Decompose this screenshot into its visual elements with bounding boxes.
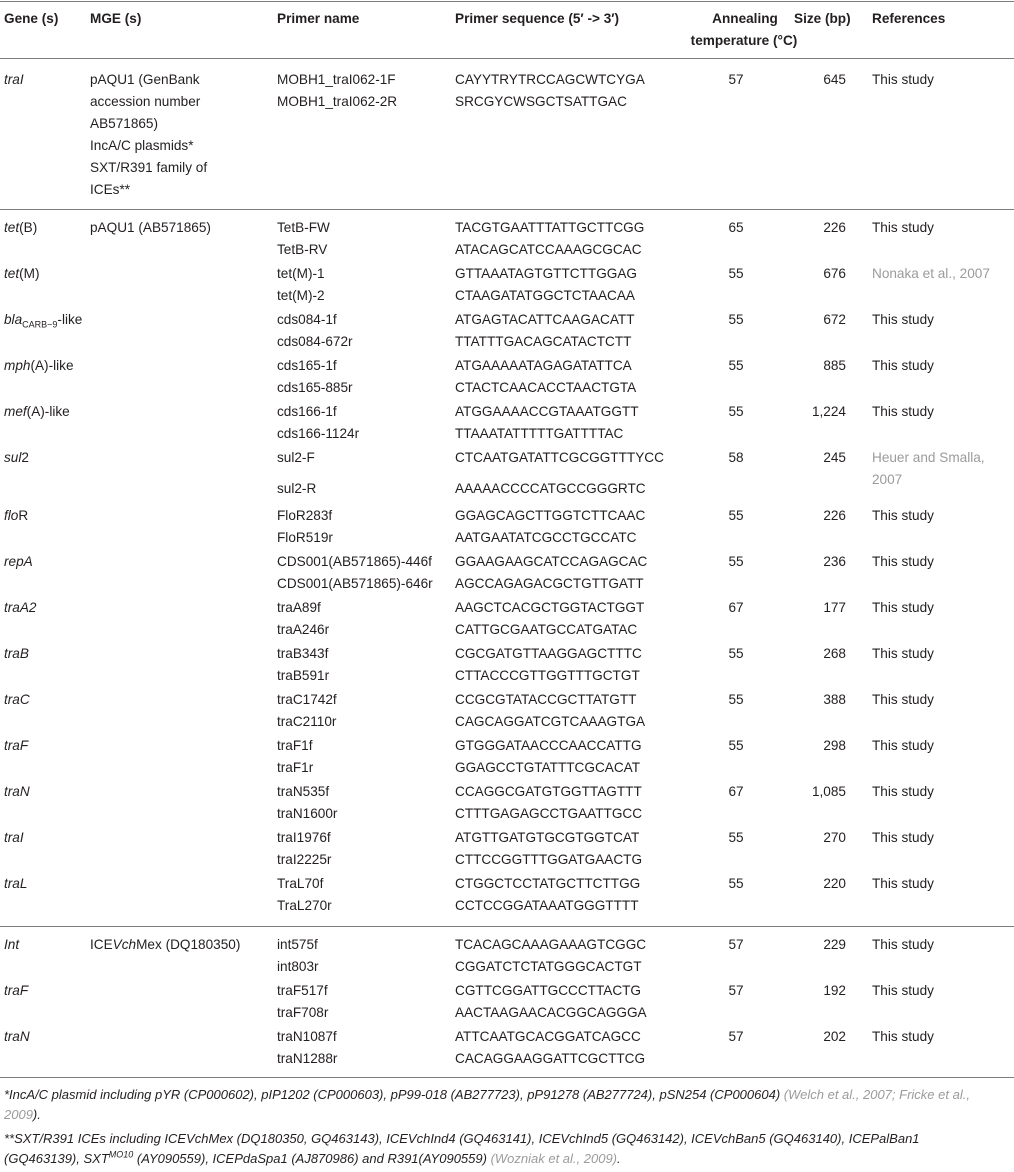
primer-name-reverse: traN1288r (277, 1051, 338, 1066)
primer-name-forward: FloR283f (277, 508, 333, 523)
gene-cell (4, 217, 37, 239)
primer-name-forward: cds166-1f (277, 404, 337, 419)
primer-name-forward: sul2-F (277, 450, 315, 465)
reference: This study (872, 692, 934, 707)
gene-cell (4, 263, 40, 285)
primer-name-reverse: int803r (277, 959, 319, 974)
gene-cell (4, 827, 24, 849)
primer-name-forward: traB343f (277, 646, 329, 661)
reference: This study (872, 72, 934, 87)
bottom-rule (0, 1077, 1014, 1078)
annealing-temp: 55 (728, 266, 744, 281)
annealing-temp: 57 (728, 983, 744, 998)
primer-sequence-reverse: AAAAACCCCATGCCGGGRTC (455, 481, 646, 496)
reference: This study (872, 937, 934, 952)
reference: This study (872, 554, 934, 569)
header-mge: MGE (s) (90, 11, 142, 26)
gene-name: tet (4, 266, 20, 281)
gene-name: traC (4, 692, 30, 707)
primer-sequence-forward: CGTTCGGATTGCCCTTACTG (455, 983, 642, 998)
footnote-1-citation: (Welch et al., 2007; Fricke et al., (783, 1087, 970, 1102)
gene-cell: traI (4, 72, 24, 87)
size-bp: 645 (823, 72, 846, 87)
reference-citation: Heuer and Smalla, (872, 450, 985, 465)
primer-name: MOBH1_traI062-1F (277, 72, 396, 87)
reference: This study (872, 358, 934, 373)
primer-name-forward: tet(M)-1 (277, 266, 325, 281)
primer-sequence-forward: GTTAAATAGTGTTCTTGGAG (455, 266, 637, 281)
mge-italic: Vch (112, 937, 137, 952)
gene-cell: traF (4, 983, 29, 998)
primer-name-reverse: TraL270r (277, 898, 332, 913)
primer-sequence-forward: TCACAGCAAAGAAAGTCGGC (455, 937, 647, 952)
primer-name-forward: traF1f (277, 738, 313, 753)
primer-sequence-forward: CGCGATGTTAAGGAGCTTTC (455, 646, 642, 661)
gene-subscript: CARB−9 (22, 319, 58, 330)
annealing-temp: 55 (728, 554, 744, 569)
primer-sequence-reverse: CTACTCAACACCTAACTGTA (455, 380, 637, 395)
primer-sequence-reverse: GGAGCCTGTATTTCGCACAT (455, 760, 641, 775)
size-bp: 192 (823, 983, 846, 998)
gene-name: traF (4, 738, 29, 753)
gene-cell: traN (4, 1029, 30, 1044)
footnote-1-text: *IncA/C plasmid including pYR (CP000602), pIP1202 (CP000603), pP99-018 (AB277723), pP91278 (AB277724), pSN254 (CP000604) (4, 1087, 784, 1102)
primer-sequence-forward: GGAGCAGCTTGGTCTTCAAC (455, 508, 646, 523)
gene-name: traA2 (4, 600, 37, 615)
annealing-temp: 65 (728, 220, 744, 235)
primer-name-forward: traN535f (277, 784, 330, 799)
annealing-temp: 57 (728, 1029, 744, 1044)
gene-suffix: (A)-like (26, 404, 70, 419)
gene-suffix: (B) (19, 220, 38, 235)
mge-line: IncA/C plasmids* (90, 138, 194, 153)
primer-sequence-forward: CTCAATGATATTCGCGGTTTYCC (455, 450, 664, 465)
footnote-1 (4, 1085, 1010, 1125)
gene-cell (4, 735, 28, 757)
annealing-temp: 55 (728, 830, 744, 845)
primer-sequence-forward: ATGGAAAACCGTAAATGGTT (455, 404, 639, 419)
footnote-2-superscript: MO10 (108, 1149, 134, 1160)
gene-cell (4, 447, 29, 469)
top-rule (0, 1, 1014, 2)
mge-line: ICEs** (90, 182, 131, 197)
size-bp: 672 (823, 312, 846, 327)
primer-name-reverse: traI2225r (277, 852, 332, 867)
footnote-2-text: **SXT/R391 ICEs including ICEVchMex (DQ180350, GQ463143), ICEVchInd4 (GQ463141), ICEVchInd5 (GQ463142), ICEVchBan5 (GQ463140), ICEPalBan1 (4, 1131, 920, 1146)
gene-name: traL (4, 876, 28, 891)
mge-line: accession number (90, 94, 201, 109)
reference: This study (872, 312, 934, 327)
reference: This study (872, 1029, 934, 1044)
primer-sequence-forward: ATGAGTACATTCAAGACATT (455, 312, 635, 327)
primer-sequence: SRCGYCWSGCTSATTGAC (455, 94, 627, 109)
size-bp: 236 (823, 554, 846, 569)
gene-name: repA (4, 554, 33, 569)
primer-sequence-forward: ATGAAAAATAGAGATATTCA (455, 358, 632, 373)
reference: This study (872, 220, 934, 235)
gene-name: traN (4, 784, 30, 799)
primer-name-forward: TetB-FW (277, 220, 330, 235)
annealing-temp: 55 (728, 692, 744, 707)
primer-name-reverse: sul2-R (277, 481, 317, 496)
gene-suffix: (M) (19, 266, 40, 281)
mge-cell-icevchmex (90, 934, 240, 956)
primer-sequence-reverse: CTTTGAGAGCCTGAATTGCC (455, 806, 643, 821)
gene-cell (4, 781, 30, 803)
primer-name-reverse: TetB-RV (277, 242, 328, 257)
primer-sequence-reverse: TTAAATATTTTTGATTTTAC (455, 426, 624, 441)
section1-rule (0, 209, 1014, 210)
annealing-temp: 67 (728, 784, 744, 799)
header-size: Size (bp) (794, 11, 851, 26)
footnote-2-end: . (617, 1151, 621, 1166)
gene-cell (4, 597, 37, 619)
primer-sequence-forward: TACGTGAATTTATTGCTTCGG (455, 220, 645, 235)
reference: This study (872, 646, 934, 661)
gene-name: mph (4, 358, 31, 373)
primer-sequence-reverse: CTTACCCGTTGGTTTGCTGT (455, 668, 640, 683)
gene-suffix: R (18, 508, 29, 523)
gene-name: traI (4, 830, 24, 845)
gene-cell (4, 643, 29, 665)
annealing-temp: 55 (728, 738, 744, 753)
reference-citation: Nonaka et al., 2007 (872, 266, 990, 281)
primer-name-forward: traF517f (277, 983, 328, 998)
size-bp: 226 (823, 220, 846, 235)
primer-name-forward: CDS001(AB571865)-446f (277, 554, 432, 569)
primer-name-forward: TraL70f (277, 876, 324, 891)
size-bp: 220 (823, 876, 846, 891)
footnote-2-text-tail: (AY090559), ICEPdaSpa1 (AJ870986) and R391(AY090559) (133, 1151, 491, 1166)
primer-sequence-reverse: CTAAGATATGGCTCTAACAA (455, 288, 635, 303)
primer-sequence-forward: ATGTTGATGTGCGTGGTCAT (455, 830, 640, 845)
mge-line: SXT/R391 family of (90, 160, 208, 175)
primer-sequence-reverse: CACAGGAAGGATTCGCTTCG (455, 1051, 646, 1066)
gene-cell (4, 309, 82, 331)
primer-sequence-forward: GTGGGATAACCCAACCATTG (455, 738, 642, 753)
reference: This study (872, 830, 934, 845)
mge-cell-pAQU1: pAQU1 (AB571865) (90, 220, 211, 235)
primer-name-forward: traN1087f (277, 1029, 337, 1044)
primer-sequence-reverse: AGCCAGAGACGCTGTTGATT (455, 576, 644, 591)
primer-name-reverse: cds084-672r (277, 334, 353, 349)
primer-name-reverse: traC2110r (277, 714, 337, 729)
footnote-2 (4, 1129, 1010, 1169)
footnote-1-citation-year: 2009 (4, 1107, 33, 1122)
primer-sequence: CAYYTRYTRCCAGCWTCYGA (455, 72, 645, 87)
size-bp: 268 (823, 646, 846, 661)
primer-name-reverse: traF1r (277, 760, 314, 775)
primer-name-reverse: cds166-1124r (277, 426, 360, 441)
reference: This study (872, 404, 934, 419)
primer-name-reverse: traA246r (277, 622, 330, 637)
header-rule (0, 58, 1014, 59)
primer-name-reverse: traF708r (277, 1005, 329, 1020)
annealing-temp: 58 (728, 450, 744, 465)
size-bp: 1,085 (811, 784, 846, 799)
primer-name-forward: traI1976f (277, 830, 331, 845)
primer-sequence-reverse: CAGCAGGATCGTCAAAGTGA (455, 714, 646, 729)
primer-sequence-reverse: CATTGCGAATGCCATGATAC (455, 622, 638, 637)
primer-sequence-reverse: ATACAGCATCCAAAGCGCAC (455, 242, 642, 257)
primer-sequence-reverse: AATGAATATCGCCTGCCATC (455, 530, 637, 545)
mge-prefix: ICE (90, 937, 113, 952)
gene-suffix: -like (57, 312, 83, 327)
reference: This study (872, 600, 934, 615)
reference: This study (872, 738, 934, 753)
annealing-temp: 55 (728, 508, 744, 523)
primer-name-forward: traA89f (277, 600, 321, 615)
primer-sequence-reverse: CCTCCGGATAAATGGGTTTT (455, 898, 639, 913)
primer-name-reverse: FloR519r (277, 530, 333, 545)
size-bp: 1,224 (811, 404, 846, 419)
header-references: References (872, 11, 946, 26)
size-bp: 298 (823, 738, 846, 753)
primer-sequence-forward: CTGGCTCCTATGCTTCTTGG (455, 876, 641, 891)
annealing-temp: 55 (728, 876, 744, 891)
gene-name: bla (4, 312, 23, 327)
reference: This study (872, 983, 934, 998)
primer-name-forward: int575f (277, 937, 318, 952)
primer-name-reverse: CDS001(AB571865)-646r (277, 576, 433, 591)
gene-name: flo (4, 508, 19, 523)
gene-cell: Int (4, 937, 20, 952)
annealing-temp: 57 (728, 937, 744, 952)
size-bp: 202 (823, 1029, 846, 1044)
header-gene: Gene (s) (4, 11, 59, 26)
size-bp: 229 (823, 937, 846, 952)
size-bp: 270 (823, 830, 846, 845)
annealing-temp: 55 (728, 646, 744, 661)
size-bp: 676 (823, 266, 846, 281)
annealing-temp: 55 (728, 404, 744, 419)
annealing-temp: 55 (728, 358, 744, 373)
gene-cell (4, 689, 30, 711)
gene-name: traB (4, 646, 29, 661)
footnote-2-text-cont: (GQ463139), SXT (4, 1151, 109, 1166)
header-primer-name: Primer name (277, 11, 360, 26)
section2-rule (0, 926, 1014, 927)
gene-cell (4, 873, 27, 895)
primer-sequence-reverse: CGGATCTCTATGGGCACTGT (455, 959, 642, 974)
gene-name: mef (4, 404, 27, 419)
size-bp: 388 (823, 692, 846, 707)
annealing-temp: 57 (728, 72, 744, 87)
size-bp: 177 (823, 600, 846, 615)
primer-name-forward: cds084-1f (277, 312, 337, 327)
annealing-temp: 67 (728, 600, 744, 615)
primer-sequence-forward: ATTCAATGCACGGATCAGCC (455, 1029, 641, 1044)
size-bp: 245 (823, 450, 846, 465)
reference: This study (872, 876, 934, 891)
gene-cell (4, 551, 33, 573)
primer-sequence-reverse: CTTCCGGTTTGGATGAACTG (455, 852, 643, 867)
reference-citation-year: 2007 (872, 472, 903, 487)
mge-line: pAQU1 (GenBank (90, 72, 200, 87)
primer-sequence-reverse: AACTAAGAACACGGCAGGGA (455, 1005, 647, 1020)
primer-name-forward: cds165-1f (277, 358, 337, 373)
primer-sequence-reverse: TTATTTGACAGCATACTCTT (455, 334, 632, 349)
gene-cell (4, 505, 28, 527)
size-bp: 885 (823, 358, 846, 373)
header-temperature: temperature (°C) (690, 33, 798, 48)
primer-name-reverse: traN1600r (277, 806, 338, 821)
gene-cell (4, 355, 74, 377)
gene-suffix: (A)-like (30, 358, 74, 373)
header-primer-sequence: Primer sequence (5′ -> 3′) (455, 11, 620, 26)
primer-sequence-forward: CCAGGCGATGTGGTTAGTTT (455, 784, 642, 799)
primer-name-forward: traC1742f (277, 692, 337, 707)
footnote-2-citation: (Wozniak et al., 2009) (490, 1151, 618, 1166)
primer-name-reverse: tet(M)-2 (277, 288, 325, 303)
footnote-1-end: ). (32, 1107, 41, 1122)
annealing-temp: 55 (728, 312, 744, 327)
primer-name-reverse: traB591r (277, 668, 330, 683)
reference: This study (872, 508, 934, 523)
gene-name: sul (4, 450, 22, 465)
reference: This study (872, 784, 934, 799)
header-annealing: Annealing (712, 11, 778, 26)
primer-name-reverse: cds165-885r (277, 380, 353, 395)
size-bp: 226 (823, 508, 846, 523)
gene-name: tet (4, 220, 20, 235)
primer-sequence-forward: AAGCTCACGCTGGTACTGGT (455, 600, 645, 615)
gene-cell (4, 401, 70, 423)
primer-sequence-forward: CCGCGTATACCGCTTATGTT (455, 692, 637, 707)
primer-name: MOBH1_traI062-2R (277, 94, 398, 109)
mge-line: AB571865) (90, 116, 159, 131)
primer-sequence-forward: GGAAGAAGCATCCAGAGCAC (455, 554, 648, 569)
gene-suffix: 2 (21, 450, 29, 465)
mge-suffix: Mex (DQ180350) (136, 937, 241, 952)
